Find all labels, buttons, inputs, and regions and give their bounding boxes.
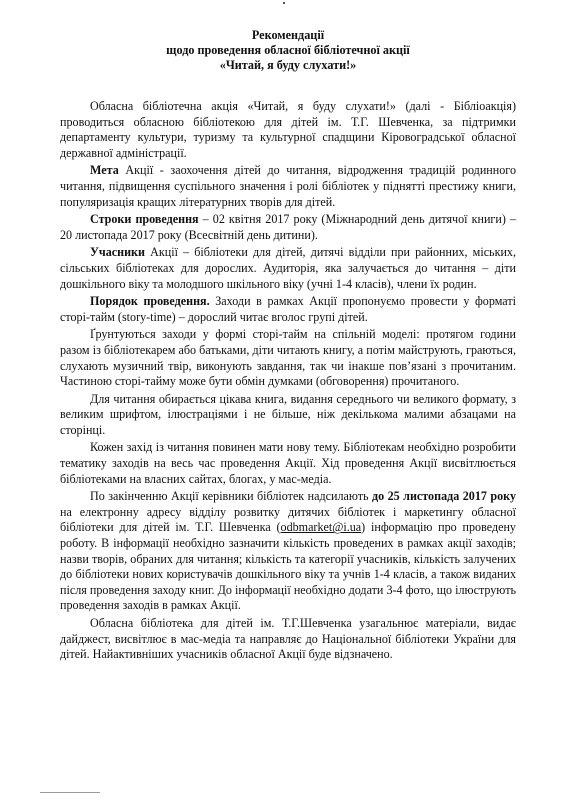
participants-text: Акції – бібліотеки для дітей, дитячі відділи при районних, міських, сільських бібліотеках для дорослих. Аудиторія, яка залучається до читання – діти дошкільного віку та молодшого шкільного віку (учні 1-4 класів), члени їх родин. [60, 245, 516, 291]
goal-label: Мета [90, 163, 119, 178]
paragraph-participants [60, 245, 516, 292]
paragraph-procedure [60, 294, 516, 325]
report-text-3: ) інформацію про проведену роботу. В інформації необхідно зазначити кількість проведених в рамках акції заходів; назви творів, обраних для читання; кількість та категорії учасників, кількість залучених до бібліотеки нових користувачів дошкільного віку та учнів 1-4 класів, а також виданих після проведення заходу книг. До інформації необхідно додати 3-4 фото, що ілюструють проведення заходів в рамках Акції. [60, 520, 516, 613]
email-link[interactable]: odbmarket@i.ua [280, 520, 362, 535]
goal-text: Акції - заохочення дітей до читання, відродження традицій родинного читання, підвищення суспільного значення і ролі бібліотек у піднятті престижу книги, популяризація кращих літературних творів для дітей. [60, 163, 516, 209]
procedure-text: Заходи в рамках Акції пропонуємо провести у форматі сторі-тайм (story-time) – дорослий читає вголос групі дітей. [60, 294, 516, 324]
title-line-2: щодо проведення обласної бібліотечної акції [166, 43, 410, 57]
paragraph-goal [60, 163, 516, 210]
procedure-label: Порядок проведення. [90, 294, 210, 309]
document-title [60, 28, 516, 73]
dates-text: – 02 квітня 2017 року (Міжнародний день дитячої книги) – 20 листопада 2017 року (Всесвітній день дитини). [60, 212, 516, 242]
participants-label: Учасники [90, 245, 145, 260]
paragraph-intro: Обласна бібліотечна акція «Читай, я буду слухати!» (далі - Бібліоакція) проводиться обласною бібліотекою для дітей ім. Т.Г. Шевченка, за підтримки департаменту культури, туризму та культурної спадщини Кіровоградської обласної державної адміністрації. [60, 99, 516, 160]
paragraph-story-time: Ґрунтуються заходи у формі сторі-тайм на спільній моделі: протягом години разом із бібліотекарем або батьками, діти читають книгу, а потім майструють, граються, слухають музичний твір, виконують завдання, так чи інакше пов’язані з прочитаним. Частиною сторі-тайму може бути обмін думками (обговорення) прочитаного. [60, 327, 516, 389]
title-line-1: Рекомендації [251, 28, 325, 42]
scan-speck [283, 2, 285, 4]
report-text-1: По закінченню Акції керівники бібліотек надсилають [90, 489, 372, 504]
dates-label: Строки проведення [90, 212, 199, 227]
paragraph-final: Обласна бібліотека для дітей ім. Т.Г.Шевченка узагальнює матеріали, видає дайджест, висвітлює в мас-медіа та направляє до Національної бібліотеки України для дітей. Найактивніших учасників обласної Акції буде відзначено. [60, 616, 516, 662]
paragraph-report [60, 489, 516, 614]
title-line-3: «Читай, я буду слухати!» [219, 58, 357, 72]
report-text-2: на електронну адресу відділу розвитку дитячих бібліотек і маркетингу обласної бібліотеки для дітей ім. Т.Г. Шевченка ( [60, 504, 516, 535]
paragraph-dates [60, 212, 516, 243]
footer-rule [40, 792, 100, 793]
paragraph-book-choice: Для читання обирається цікава книга, видання середнього чи великого формату, з великим шрифтом, ілюстраціями і не більше, ніж декількома малими абзацами на сторінці. [60, 391, 516, 437]
paragraph-theme: Кожен захід із читання повинен мати нову тему. Бібліотекам необхідно розробити тематику заходів на весь час проведення Акції. Хід проведення Акції висвітлюється бібліотеками на власних сайтах, блогах, у мас-медіа. [60, 440, 516, 486]
report-deadline: до 25 листопада 2017 року [372, 489, 516, 504]
